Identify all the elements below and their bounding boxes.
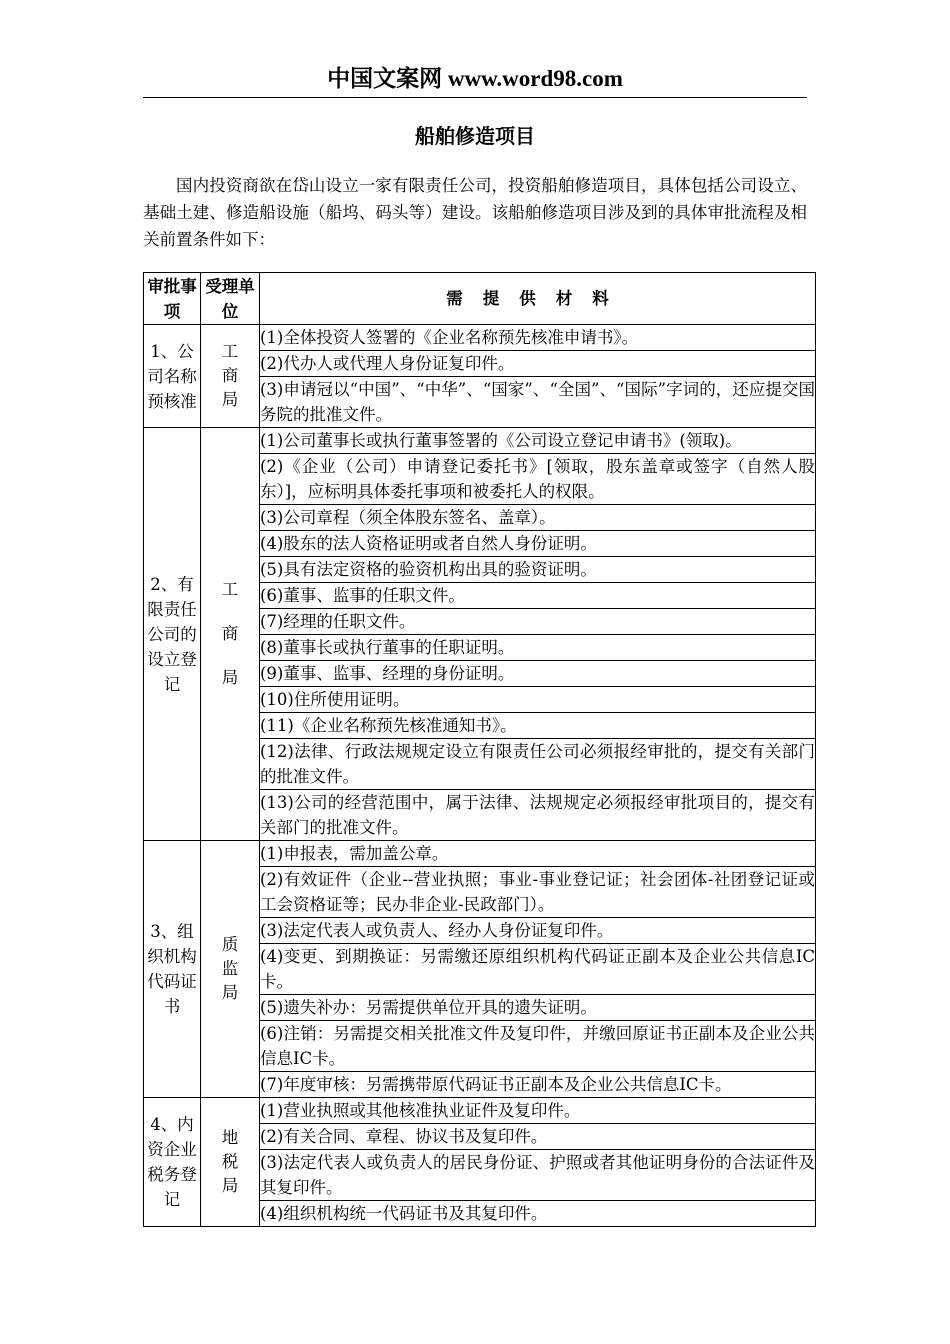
accepting-unit-cell (201, 325, 260, 428)
accepting-unit-text: 工商局 (221, 580, 239, 687)
material-cell: (4)组织机构统一代码证书及其复印件。 (260, 1201, 816, 1227)
accepting-unit-text: 地税局 (221, 1128, 239, 1195)
material-cell: (8)董事长或执行董事的任职证明。 (260, 635, 816, 661)
material-cell: (1)申报表，需加盖公章。 (260, 841, 816, 867)
approval-item-cell: 2、有限责任公司的设立登记 (144, 428, 201, 841)
material-cell: (6)董事、监事的任职文件。 (260, 583, 816, 609)
document-title: 船舶修造项目 (415, 124, 535, 148)
material-cell: (7)年度审核：另需携带原代码证书正副本及企业公共信息IC卡。 (260, 1072, 816, 1098)
accepting-unit-text: 工商局 (221, 342, 239, 409)
material-cell: (6)注销：另需提交相关批准文件及复印件，并缴回原证书正副本及企业公共信息IC卡。 (260, 1021, 816, 1072)
material-cell: (7)经理的任职文件。 (260, 609, 816, 635)
accepting-unit-text: 质监局 (221, 935, 239, 1002)
table-row (144, 428, 816, 454)
material-cell: (2)有效证件（企业--营业执照；事业-事业登记证；社会团体-社团登记证或工会资格证等；民办非企业-民政部门）。 (260, 867, 816, 918)
approval-table (143, 272, 816, 1227)
material-cell: (3)法定代表人或负责人的居民身份证、护照或者其他证明身份的合法证件及其复印件。 (260, 1150, 816, 1201)
material-cell: (1)全体投资人签署的《企业名称预先核准申请书》。 (260, 325, 816, 351)
material-cell: (3)法定代表人或负责人、经办人身份证复印件。 (260, 918, 816, 944)
approval-item-cell: 1、公司名称预核准 (144, 325, 201, 428)
material-cell: (10)住所使用证明。 (260, 687, 816, 713)
accepting-unit-cell (201, 1098, 260, 1227)
table-row (144, 325, 816, 351)
header-divider (143, 97, 807, 98)
table-row (144, 841, 816, 867)
header-materials: 需提供材料 (260, 273, 816, 325)
material-cell: (4)变更、到期换证：另需缴还原组织机构代码证正副本及企业公共信息IC卡。 (260, 944, 816, 995)
intro-paragraph: 国内投资商欲在岱山设立一家有限责任公司，投资船舶修造项目，具体包括公司设立、基础土建、修造船设施（船坞、码头等）建设。该船舶修造项目涉及到的具体审批流程及相关前置条件如下： (143, 176, 807, 249)
material-cell: (12)法律、行政法规规定设立有限责任公司必须报经审批的，提交有关部门的批准文件。 (260, 739, 816, 790)
material-cell: (2)《企业（公司）申请登记委托书》[领取，股东盖章或签字（自然人股东）]，应标明具体委托事项和被委托人的权限。 (260, 454, 816, 505)
material-cell: (2)有关合同、章程、协议书及复印件。 (260, 1124, 816, 1150)
material-cell: (9)董事、监事、经理的身份证明。 (260, 661, 816, 687)
material-cell: (5)遗失补办：另需提供单位开具的遗失证明。 (260, 995, 816, 1021)
material-cell: (5)具有法定资格的验资机构出具的验资证明。 (260, 557, 816, 583)
material-cell: (11)《企业名称预先核准通知书》。 (260, 713, 816, 739)
approval-item-cell: 4、内资企业税务登记 (144, 1098, 201, 1227)
approval-item-cell: 3、组织机构代码证书 (144, 841, 201, 1098)
table-row (144, 1098, 816, 1124)
material-cell: (1)营业执照或其他核准执业证件及复印件。 (260, 1098, 816, 1124)
material-cell: (3)申请冠以“中国”、“中华”、“国家”、“全国”、“国际”字词的，还应提交国务院的批准文件。 (260, 377, 816, 428)
site-header: 中国文案网 www.word98.com (327, 66, 623, 91)
header-item: 审批事项 (144, 273, 201, 325)
material-cell: (2)代办人或代理人身份证复印件。 (260, 351, 816, 377)
material-cell: (1)公司董事长或执行董事签署的《公司设立登记申请书》(领取)。 (260, 428, 816, 454)
accepting-unit-cell (201, 428, 260, 841)
material-cell: (3)公司章程（须全体股东签名、盖章）。 (260, 505, 816, 531)
material-cell: (13)公司的经营范围中，属于法律、法规规定必须报经审批项目的，提交有关部门的批准文件。 (260, 790, 816, 841)
accepting-unit-cell (201, 841, 260, 1098)
table-header-row (144, 273, 816, 325)
header-unit: 受理单位 (201, 273, 260, 325)
material-cell: (4)股东的法人资格证明或者自然人身份证明。 (260, 531, 816, 557)
table-body (144, 325, 816, 1227)
